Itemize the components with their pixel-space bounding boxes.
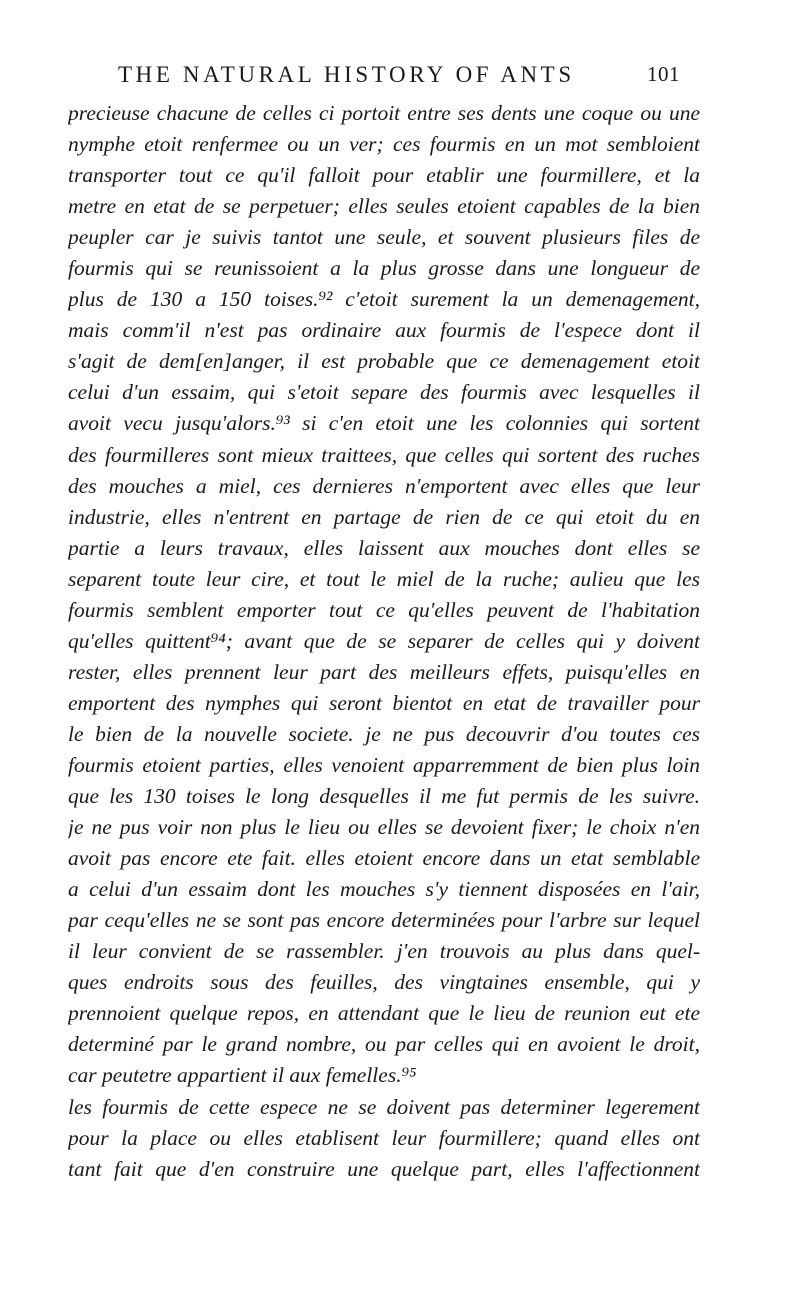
text-line: industrie, elles n'entrent en partage de rien de ce qui etoit du en	[68, 504, 700, 529]
text-line: car peutetre appartient il aux femelles.⁹⁵	[68, 1063, 417, 1088]
text-line: emportent des nymphes qui seront bientot en etat de travailler pour	[68, 690, 700, 715]
text-line: fourmis etoient parties, elles venoient apparremment de bien plus loin	[68, 752, 700, 777]
text-line: je ne pus voir non plus le lieu ou elles se devoient fixer; le choix n'en	[68, 815, 700, 840]
text-line: s'agit de dem[en]anger, il est probable que ce demenagement etoit	[68, 349, 700, 374]
body-text	[68, 98, 700, 1185]
text-line: peupler car je suivis tantot une seule, et souvent plusieurs files de	[68, 225, 700, 250]
text-line: determiné par le grand nombre, ou par celles qui en avoient le droit,	[68, 1032, 700, 1057]
text-line: ques endroits sous des feuilles, des vingtaines ensemble, qui y	[68, 970, 700, 995]
text-line: le bien de la nouvelle societe. je ne pus decouvrir d'ou toutes ces	[68, 721, 700, 746]
text-line: les fourmis de cette espece ne se doivent pas determiner legerement	[68, 1094, 700, 1119]
text-line: prennoient quelque repos, en attendant que le lieu de reunion eut ete	[68, 1001, 700, 1026]
text-line: celui d'un essaim, qui s'etoit separe des fourmis avec lesquelles il	[68, 380, 700, 405]
text-line: partie a leurs travaux, elles laissent aux mouches dont elles se	[68, 535, 700, 560]
text-line: separent toute leur cire, et tout le miel de la ruche; aulieu que les	[68, 566, 700, 591]
running-title: THE NATURAL HISTORY OF ANTS	[118, 62, 575, 87]
text-line: avoit vecu jusqu'alors.⁹³ si c'en etoit une les colonnies qui sortent	[68, 411, 700, 436]
text-line: par cequ'elles ne se sont pas encore determinées pour l'arbre sur lequel	[68, 908, 700, 933]
text-line: nymphe etoit renfermee ou un ver; ces fourmis en un mot sembloient	[68, 132, 700, 157]
text-line: rester, elles prennent leur part des meilleurs effets, puisqu'elles en	[68, 659, 700, 684]
text-line: fourmis qui se reunissoient a la plus grosse dans une longueur de	[68, 256, 700, 281]
running-head	[118, 62, 680, 96]
text-line: que les 130 toises le long desquelles il me fut permis de les suivre.	[68, 784, 700, 809]
text-line: avoit pas encore ete fait. elles etoient encore dans un etat semblable	[68, 846, 700, 871]
text-line: pour la place ou elles etablisent leur fourmillere; quand elles ont	[68, 1125, 700, 1150]
text-line: des mouches a miel, ces dernieres n'emportent avec elles que leur	[68, 473, 700, 498]
page-number: 101	[647, 62, 680, 86]
text-line: transporter tout ce qu'il falloit pour etablir une fourmillere, et la	[68, 163, 700, 188]
text-line: metre en etat de se perpetuer; elles seules etoient capables de la bien	[68, 194, 700, 219]
text-line: qu'elles quittent⁹⁴; avant que de se separer de celles qui y doivent	[68, 628, 700, 653]
text-line: a celui d'un essaim dont les mouches s'y tiennent disposées en l'air,	[68, 877, 700, 902]
text-line: des fourmilleres sont mieux traittees, que celles qui sortent des ruches	[68, 442, 700, 467]
text-line: mais comm'il n'est pas ordinaire aux fourmis de l'espece dont il	[68, 318, 700, 343]
text-line: plus de 130 a 150 toises.⁹² c'etoit surement la un demenagement,	[68, 287, 700, 312]
text-line: fourmis semblent emporter tout ce qu'elles peuvent de l'habitation	[68, 597, 700, 622]
text-line: il leur convient de se rassembler. j'en trouvois au plus dans quel-	[68, 939, 700, 964]
text-line: tant fait que d'en construire une quelque part, elles l'affectionnent	[68, 1156, 700, 1181]
text-line: precieuse chacune de celles ci portoit entre ses dents une coque ou une	[68, 101, 700, 125]
